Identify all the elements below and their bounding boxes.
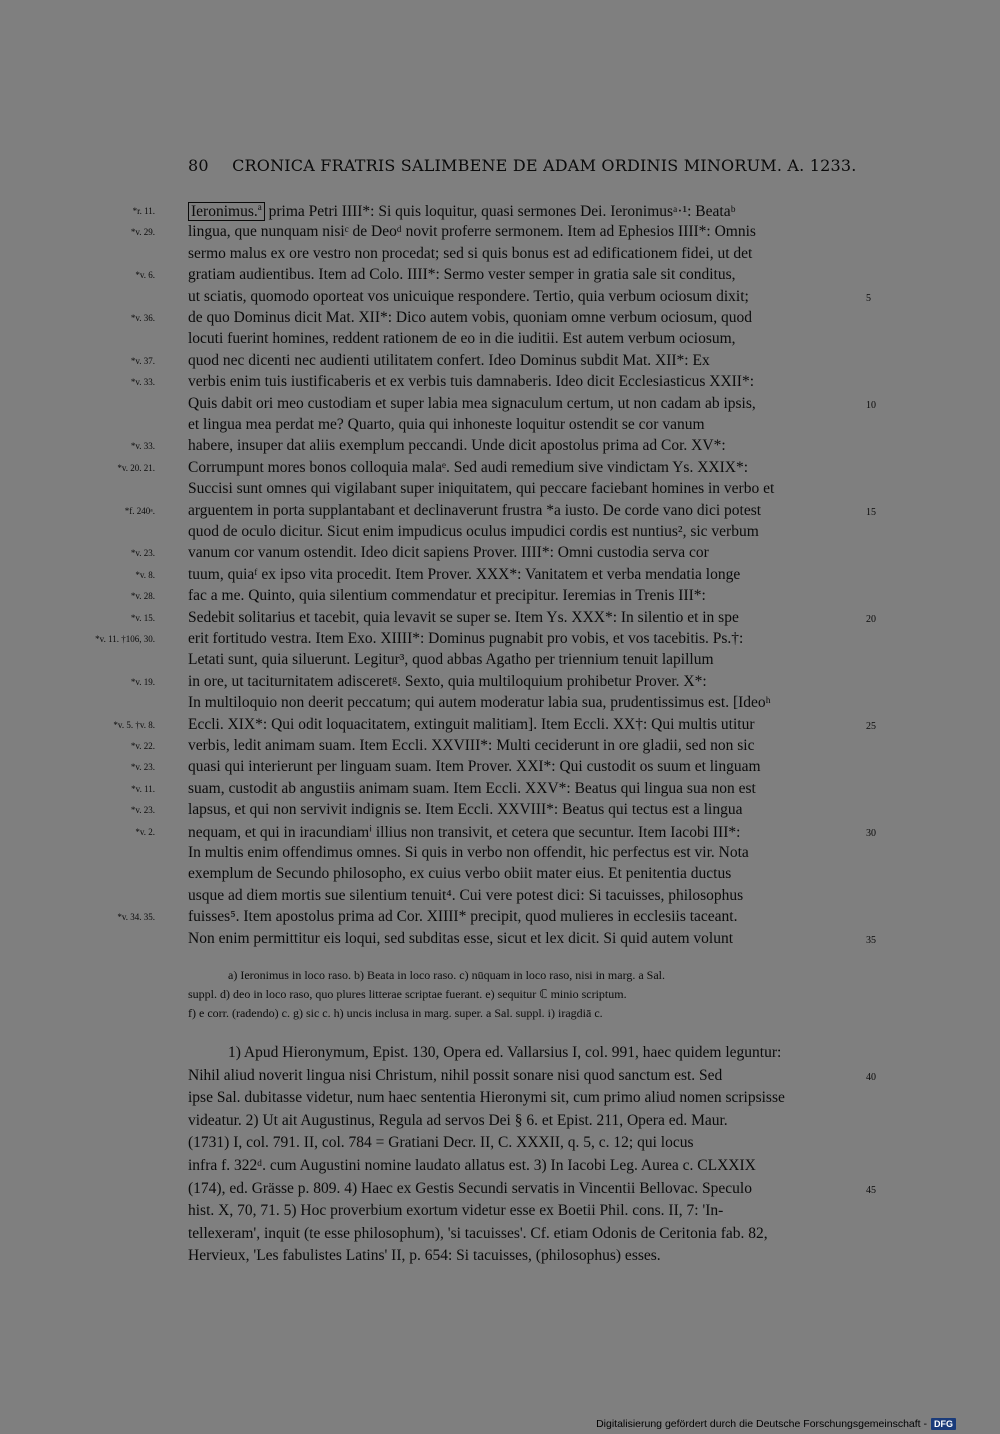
dfg-logo: DFG: [931, 1418, 956, 1430]
margin-reference: *v. 33.: [130, 441, 155, 452]
line-text: de quo Dominus dicit Mat. XII*: Dico autem vobis, quoniam omne verbum ociosum, quod: [188, 309, 752, 326]
text-line: [188, 737, 858, 759]
footnote-line: hist. X, 70, 71. 5) Hoc proverbium exortum videtur esse ex Boetii Phil. cons. II, 7: 'In-: [188, 1202, 724, 1220]
text-line: [188, 288, 858, 310]
text-line: [188, 651, 858, 673]
line-text: quasi qui interierunt per linguam suam. Item Prover. XXI*: Qui custodit os suum et linguam: [188, 758, 761, 776]
text-line: [188, 373, 858, 395]
line-text: fac a me. Quinto, quia silentium commendatur et precipitur. Ieremias in Trenis III*:: [188, 587, 706, 605]
footnote-line: Hervieux, 'Les fabulistes Latins' II, p. 654: Si tacuisses, (philosophus) esses.: [188, 1247, 661, 1265]
text-line: [188, 480, 858, 502]
line-text: et lingua mea perdat me? Quarto, quia qui inhoneste loquitur ostendit se cor vanum: [188, 416, 705, 433]
apparatus-line: suppl. d) deo in loco raso, quo plures litterae scriptae fuerant. e) sequitur ℂ minio scriptum.: [188, 987, 627, 1001]
line-text: arguentem in porta supplantabant et declinaverunt frustra *a iusto. De corde vano dici potest: [188, 501, 762, 519]
margin-reference: *v. 11.: [131, 783, 155, 794]
line-number: 35: [866, 934, 876, 946]
line-number: 40: [866, 1071, 876, 1083]
margin-reference: *v. 29.: [130, 227, 155, 238]
footnote-line: infra f. 322ᵈ. cum Augustini nomine laudato allatus est. 3) In Iacobi Leg. Aurea c. CLXXIX: [188, 1157, 756, 1174]
page-number: 80: [188, 156, 209, 175]
line-text: In multis enim offendimus omnes. Si quis in verbo non offendit, hic perfectus est vir. Nota: [188, 844, 749, 861]
margin-reference: *v. 19.: [130, 676, 155, 687]
line-text: lapsus, et qui non servivit indignis se. Item Eccli. XXVIII*: Beatus qui tectus est a lingua: [188, 801, 743, 819]
margin-reference: *v. 23.: [130, 805, 155, 816]
margin-reference: *v. 33.: [130, 377, 155, 388]
margin-reference: *v. 36.: [130, 313, 155, 323]
margin-reference: *v. 23.: [130, 548, 155, 559]
line-number: 10: [866, 399, 876, 411]
line-text: quod nec dicenti nec audienti utilitatem confert. Ideo Dominus subdit Mat. XII*: Ex: [188, 351, 710, 369]
text-line: [188, 223, 858, 245]
text-line: [188, 865, 858, 887]
line-number: 30: [866, 827, 876, 839]
margin-reference: *v. 15.: [130, 612, 155, 623]
digitization-footer: [596, 1418, 956, 1430]
line-text: lingua, que nunquam nisiᶜ de Deoᵈ novit proferre sermonem. Item ad Ephesios IIII*: Omnis: [188, 223, 756, 241]
margin-reference: *v. 5. †v. 8.: [113, 719, 155, 730]
text-line: [188, 908, 858, 930]
line-text: in ore, ut taciturnitatem adisceretᵍ. Sexto, quia multiloquium prohibetur Prover. X*:: [188, 672, 707, 690]
margin-reference: *v. 20. 21.: [117, 462, 155, 473]
running-header: [188, 156, 857, 175]
line-text: habere, insuper dat aliis exemplum peccandi. Unde dicit apostolus prima ad Cor. XV*:: [188, 437, 726, 455]
line-text: verbis enim tuis iustificaberis et ex verbis tuis damnaberis. Ideo dicit Ecclesiasticus XXII*:: [188, 373, 755, 391]
line-text: verbis, ledit animam suam. Item Eccli. XXVIII*: Multi ceciderunt in ore gladii, sed non sic: [188, 737, 755, 754]
text-line: [188, 887, 858, 909]
text-line: [188, 523, 858, 545]
boxed-heading-word: Ieronimus.$^a$: [188, 202, 265, 221]
text-line: [188, 716, 858, 738]
footnote-line: ipse Sal. dubitasse videtur, num haec sententia Hieronymi sit, cum primo aliud nomen scripsisse: [188, 1089, 785, 1107]
line-text: locuti fuerint homines, reddent rationem de eo in die iuditii. Est autem verbum ociosum,: [188, 330, 736, 348]
text-line: [188, 930, 858, 952]
line-text: quod de oculo dicitur. Sicut enim impudicus oculus impudici cordis est nuntius², sic verbum: [188, 523, 759, 540]
margin-reference: *f. 240ᵃ.: [124, 505, 155, 516]
text-line: [188, 395, 858, 417]
margin-reference: *r. 11.: [132, 206, 155, 216]
text-line: [188, 330, 858, 352]
line-number: 25: [866, 720, 876, 732]
text-line: [188, 801, 858, 823]
margin-reference: *v. 11. †106, 30.: [95, 634, 155, 644]
text-line: [188, 566, 858, 588]
text-line: [188, 309, 858, 331]
line-text: prima Petri IIII*: Si quis loquitur, quasi sermones Dei. Ieronimusᵃ·¹: Beataᵇ: [264, 203, 736, 221]
margin-reference: *v. 8.: [135, 569, 155, 580]
footer-text: Digitalisierung gefördert durch die Deutsche Forschungsgemeinschaft -: [596, 1418, 927, 1430]
footnote-line: videatur. 2) Ut ait Augustinus, Regula ad servos Dei § 6. et Epist. 211, Opera ed. Maur.: [188, 1111, 728, 1129]
line-text: Quis dabit ori meo custodiam et super labia mea signaculum certum, ut non cadam ab ipsis,: [188, 394, 756, 412]
line-text: fuisses⁵. Item apostolus prima ad Cor. XIIII* precipit, quod mulieres in ecclesiis taceant.: [188, 908, 738, 926]
line-text: suam, custodit ab angustiis animam suam. Item Eccli. XXV*: Beatus qui lingua sua non est: [188, 779, 756, 797]
text-line: [188, 437, 858, 459]
line-text: ut sciatis, quomodo oporteat vos unicuique respondere. Tertio, quia verbum ociosum dixit;: [188, 287, 749, 305]
text-line: [188, 266, 858, 288]
line-text: gratiam audientibus. Item ad Colo. IIII*: Sermo vester semper in gratia sale sit conditus,: [188, 266, 736, 284]
text-line: [188, 459, 858, 481]
margin-reference: *v. 34. 35.: [117, 912, 155, 923]
margin-reference: *v. 28.: [130, 591, 155, 602]
text-line: [188, 416, 858, 438]
text-line: [188, 694, 858, 716]
text-line: [188, 673, 858, 695]
margin-reference: *v. 6.: [135, 270, 155, 281]
text-line: [188, 780, 858, 802]
line-text: sermo malus ex ore vestro non procedat; sed si quis bonus est ad edificationem fidei, ut det: [188, 244, 753, 262]
text-line: [188, 202, 858, 224]
text-line: [188, 502, 858, 524]
footnote-line: (174), ed. Grässe p. 809. 4) Haec ex Gestis Secundi servatis in Vincentii Bellovac. Speculo: [188, 1179, 752, 1197]
line-text: Letati sunt, quia siluerunt. Legitur³, quod abbas Agatho per triennium tenuit lapillum: [188, 651, 714, 669]
apparatus-line: a) Ieronimus in loco raso. b) Beata in loco raso. c) nūquam in loco raso, nisi in marg. a Sal.: [228, 968, 666, 982]
line-text: Eccli. XIX*: Qui odit loquacitatem, extinguit malitiam]. Item Eccli. XX†: Qui multis utitur: [188, 715, 755, 733]
text-line: [188, 823, 858, 845]
footnote-line: tellexeram', inquit (te esse philosophum), 'si tacuisses'. Cf. etiam Odonis de Ceritonia fab. 82,: [188, 1224, 768, 1242]
line-text: vanum cor vanum ostendit. Ideo dicit sapiens Prover. IIII*: Omni custodia serva cor: [188, 544, 709, 562]
text-line: [188, 758, 858, 780]
margin-reference: *v. 37.: [130, 355, 155, 366]
line-text: usque ad diem mortis sue silentium tenuit⁴. Cui vere potest dici: Si tacuisses, philosophus: [188, 886, 744, 904]
text-line: [188, 245, 858, 267]
running-title: CRONICA FRATRIS SALIMBENE DE ADAM ORDINIS MINORUM. A. 1233.: [232, 156, 857, 175]
line-text: exemplum de Secundo philosopho, ex cuius verbo obiit mater eius. Et penitentia ductus: [188, 865, 732, 883]
line-text: Non enim permittitur eis loqui, sed subditas esse, sicut et lex dicit. Si quid autem volunt: [188, 929, 734, 947]
line-text: Succisi sunt omnes qui vigilabant super iniquitatem, qui peccare faciebant homines in verbo et: [188, 480, 775, 498]
apparatus-line: f) e corr. (radendo) c. g) sic c. h) uncis inclusa in marg. super. a Sal. suppl. i) iragdiā c.: [188, 1006, 603, 1020]
footnote-line: (1731) I, col. 791. II, col. 784 = Gratiani Decr. II, C. XXXII, q. 5, c. 12; qui locus: [188, 1134, 694, 1152]
text-line: [188, 544, 858, 566]
text-line: [188, 844, 858, 866]
line-text: tuum, quiaᶠ ex ipso vita procedit. Item Prover. XXX*: Vanitatem et verba mendatia longe: [188, 565, 741, 583]
line-number: 20: [866, 613, 876, 625]
margin-reference: *v. 22.: [130, 741, 155, 751]
line-text: Corrumpunt mores bonos colloquia malaᵉ. Sed audi remedium sive vindictam Ys. XXIX*:: [188, 458, 749, 476]
line-text: In multiloquio non deerit peccatum; qui autem moderatur labia sua, prudentissimus est. [Ideoʰ: [188, 694, 771, 712]
line-text: Sedebit solitarius et tacebit, quia levavit se super se. Item Ys. XXX*: In silentio et in spe: [188, 608, 739, 626]
text-line: [188, 609, 858, 631]
footnote-line: 1) Apud Hieronymum, Epist. 130, Opera ed. Vallarsius I, col. 991, haec quidem leguntur:: [228, 1044, 782, 1061]
text-line: [188, 352, 858, 374]
margin-reference: *v. 23.: [130, 762, 155, 773]
line-text: erit fortitudo vestra. Item Exo. XIIII*: Dominus pugnabit pro vobis, et vos tacebitis. Ps.†:: [188, 630, 744, 647]
footnote-line: Nihil aliud noverit lingua nisi Christum, nihil possit sonare nisi quod sanctum est. Sed: [188, 1066, 723, 1084]
line-number: 45: [866, 1184, 876, 1196]
line-number: 5: [866, 292, 871, 304]
text-line: [188, 587, 858, 609]
line-text: nequam, et qui in iracundiamⁱ illius non transivit, et cetera que secuntur. Item Iacobi III*:: [188, 823, 741, 841]
margin-reference: *v. 2.: [135, 826, 155, 837]
line-number: 15: [866, 506, 876, 518]
text-line: [188, 630, 858, 652]
